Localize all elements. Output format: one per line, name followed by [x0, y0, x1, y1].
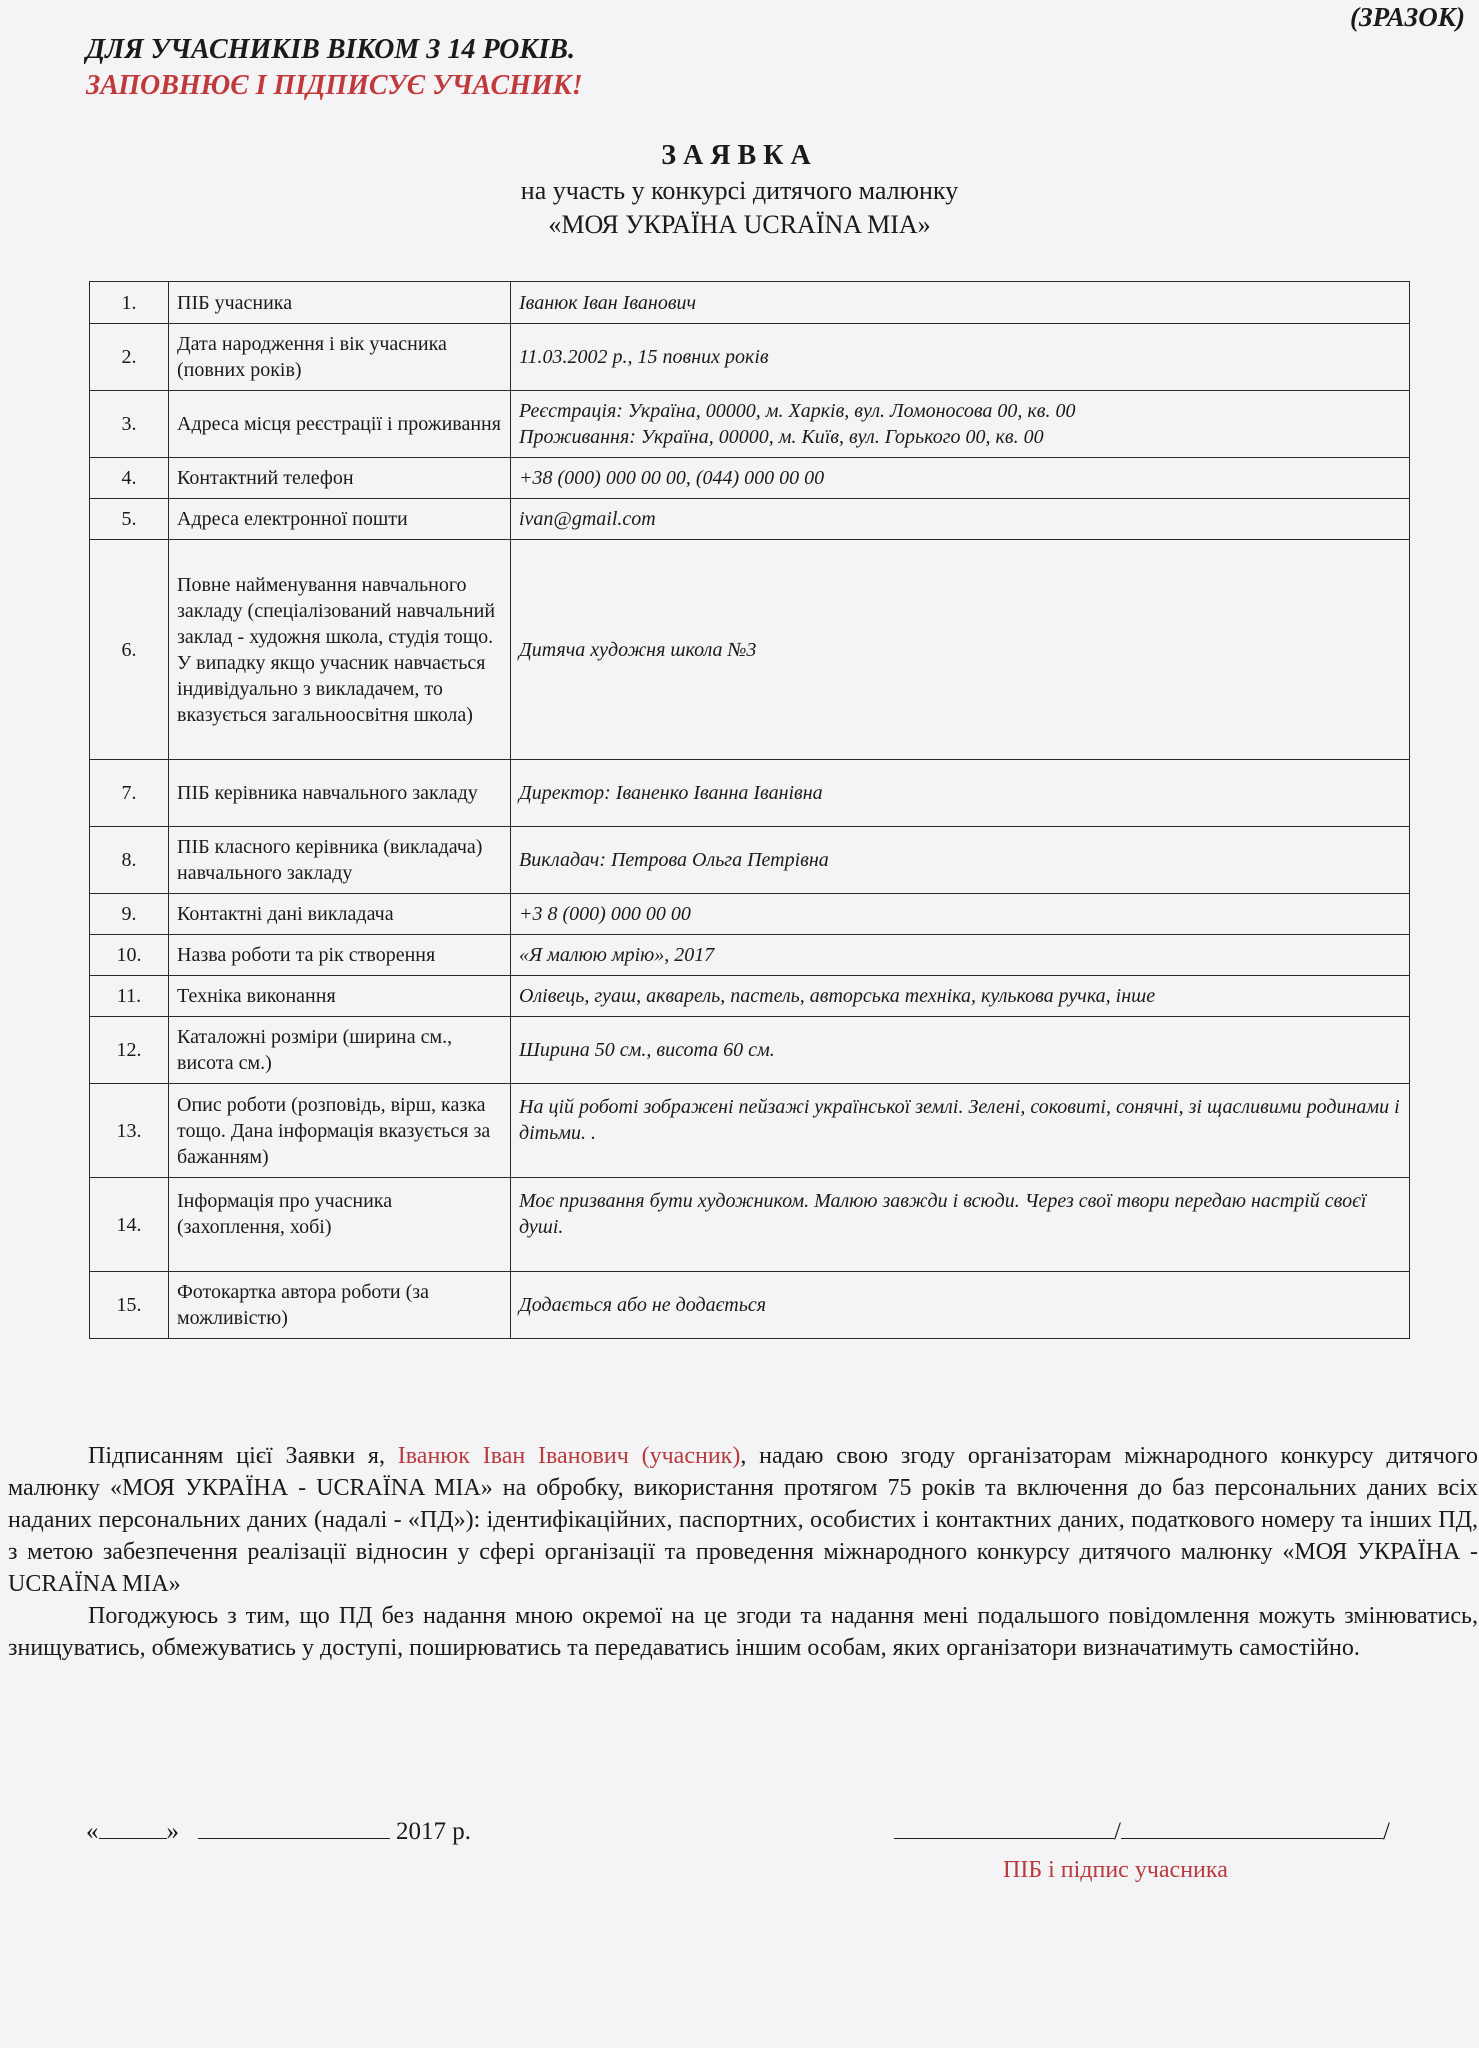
table-row — [90, 1084, 1410, 1178]
fill-notice: ЗАПОВНЮЄ І ПІДПИСУЄ УЧАСНИК! — [86, 70, 583, 101]
table-row — [90, 324, 1410, 391]
open-quote: « — [86, 1818, 99, 1845]
month-blank[interactable] — [198, 1818, 390, 1839]
row-number: 14. — [90, 1178, 169, 1272]
field-label: Контактний телефон — [169, 458, 511, 499]
field-label: Каталожні розміри (ширина см., висота см.) — [169, 1017, 511, 1084]
table-row — [90, 1178, 1410, 1272]
field-label: ПІБ керівника навчального закладу — [169, 760, 511, 827]
field-value[interactable]: Олівець, гуаш, акварель, пастель, авторська техніка, кулькова ручка, інше — [511, 976, 1410, 1017]
title-subtitle-1: на участь у конкурсі дитячого малюнку — [520, 176, 959, 205]
row-number: 11. — [90, 976, 169, 1017]
table-row — [90, 458, 1410, 499]
title-subtitle-2: «МОЯ УКРАЇНА UCRAÏNA MIA» — [548, 210, 931, 239]
row-number: 5. — [90, 499, 169, 540]
row-number: 4. — [90, 458, 169, 499]
field-value[interactable]: Дитяча художня школа №3 — [511, 540, 1410, 760]
field-value[interactable]: +3 8 (000) 000 00 00 — [511, 894, 1410, 935]
field-value[interactable]: Іванюк Іван Іванович — [511, 282, 1410, 324]
field-value[interactable]: Викладач: Петрова Ольга Петрівна — [511, 827, 1410, 894]
table-row — [90, 1017, 1410, 1084]
slash-separator: / — [1114, 1818, 1121, 1845]
table-row — [90, 976, 1410, 1017]
field-label: Адреса електронної пошти — [169, 499, 511, 540]
field-value[interactable]: 11.03.2002 р., 15 повних років — [511, 324, 1410, 391]
row-number: 3. — [90, 391, 169, 458]
field-label: Інформація про учасника (захоплення, хобі) — [169, 1178, 511, 1272]
field-label: Дата народження і вік учасника (повних років) — [169, 324, 511, 391]
consent-text — [8, 1440, 1478, 1664]
participant-name-highlight: Іванюк Іван Іванович (учасник) — [397, 1443, 741, 1469]
row-number: 12. — [90, 1017, 169, 1084]
title-block — [0, 138, 1479, 242]
row-number: 10. — [90, 935, 169, 976]
field-label: Адреса місця реєстрації і проживання — [169, 391, 511, 458]
sample-tag: (ЗРАЗОК) — [1349, 2, 1465, 32]
table-row — [90, 935, 1410, 976]
day-blank[interactable] — [99, 1818, 167, 1839]
field-value[interactable]: Додається або не додається — [511, 1272, 1410, 1339]
row-number: 1. — [90, 282, 169, 324]
year-label: 2017 р. — [396, 1818, 471, 1845]
table-row — [90, 391, 1410, 458]
field-value[interactable]: +38 (000) 000 00 00, (044) 000 00 00 — [511, 458, 1410, 499]
row-number: 15. — [90, 1272, 169, 1339]
field-value[interactable]: Ширина 50 см., висота 60 см. — [511, 1017, 1410, 1084]
field-value[interactable] — [511, 391, 1410, 458]
field-label: ПІБ учасника — [169, 282, 511, 324]
row-number: 9. — [90, 894, 169, 935]
field-label: Повне найменування навчального закладу (спеціалізований навчальний заклад - художня школа, студія тощо. У випадку якщо учасник навчається індивідуально з викладачем, то вказується загальноосвітня школа) — [169, 540, 511, 760]
table-row — [90, 1272, 1410, 1339]
field-label: Техніка виконання — [169, 976, 511, 1017]
registration-address: Реєстрація: Україна, 00000, м. Харків, вул. Ломоносова 00, кв. 00 — [519, 400, 1076, 422]
residence-address: Проживання: Україна, 00000, м. Київ, вул. Горького 00, кв. 00 — [519, 426, 1044, 448]
consent-paragraph-1 — [8, 1440, 1478, 1600]
row-number: 6. — [90, 540, 169, 760]
field-label: ПІБ класного керівника (викладача) навчального закладу — [169, 827, 511, 894]
field-label: Фотокартка автора роботи (за можливістю) — [169, 1272, 511, 1339]
table-row — [90, 282, 1410, 324]
signature-caption: ПІБ і підпис учасника — [1003, 1857, 1228, 1883]
name-blank[interactable] — [894, 1818, 1114, 1839]
row-number: 7. — [90, 760, 169, 827]
field-value[interactable]: Моє призвання бути художником. Малюю завжди і всюди. Через свої твори передаю настрій своєї душі. — [511, 1178, 1410, 1272]
table-row — [90, 760, 1410, 827]
field-value[interactable]: На цій роботі зображені пейзажі української землі. Зелені, соковиті, сонячні, зі щасливими родинами і дітьми. . — [511, 1084, 1410, 1178]
application-form-table — [89, 281, 1410, 1339]
field-label: Контактні дані викладача — [169, 894, 511, 935]
table-row — [90, 540, 1410, 760]
consent-paragraph-2: Погоджуюсь з тим, що ПД без надання мною окремої на це згоди та надання мені подальшого повідомлення можуть змінюватись, знищуватись, обмежуватись у доступі, поширюватись та передаватись іншим особам, яких організатори визначатимуть самостійно. — [8, 1603, 1478, 1661]
field-label: Назва роботи та рік створення — [169, 935, 511, 976]
close-quote: » — [166, 1818, 179, 1845]
field-label: Опис роботи (розповідь, вірш, казка тощо. Дана інформація вказується за бажанням) — [169, 1084, 511, 1178]
table-row — [90, 827, 1410, 894]
field-value[interactable]: «Я малюю мрію», 2017 — [511, 935, 1410, 976]
field-value[interactable]: Директор: Іваненко Іванна Іванівна — [511, 760, 1410, 827]
row-number: 2. — [90, 324, 169, 391]
table-row — [90, 499, 1410, 540]
row-number: 13. — [90, 1084, 169, 1178]
date-field — [86, 1818, 471, 1846]
slash-separator: / — [1382, 1818, 1390, 1845]
consent-body: , надаю свою згоду організаторам міжнародного конкурсу дитячого малюнку «МОЯ УКРАЇНА - UCRAÏNA MIA» на обробку, використання протягом 75 років та включення до баз персональних даних всіх наданих персональних даних (надалі - «ПД»): ідентифікаційних, паспортних, особистих і контактних даних, податкового номеру та інших ПД, з метою забезпечення реалізації відносин у сфері організації та проведення міжнародного конкурсу дитячого малюнку «МОЯ УКРАЇНА - UCRAÏNA MIA» — [8, 1443, 1479, 1597]
signature-field — [894, 1818, 1390, 1846]
field-value[interactable]: ivan@gmail.com — [511, 499, 1410, 540]
consent-intro: Підписанням цієї Заявки я, — [88, 1443, 398, 1469]
signature-blank[interactable] — [1121, 1818, 1383, 1839]
header-block — [86, 32, 583, 104]
age-notice: ДЛЯ УЧАСНИКІВ ВІКОМ З 14 РОКІВ. — [86, 34, 575, 65]
row-number: 8. — [90, 827, 169, 894]
table-row — [90, 894, 1410, 935]
page-title: ЗАЯВКА — [661, 140, 818, 171]
